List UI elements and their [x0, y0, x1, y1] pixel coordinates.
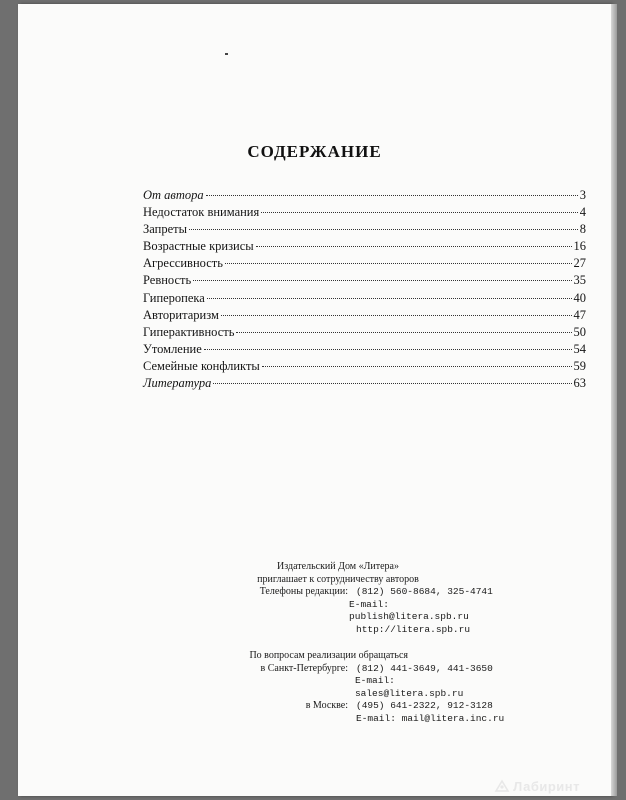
dot-leader	[225, 263, 572, 264]
editorial-phones-row	[168, 586, 508, 599]
dot-leader	[193, 280, 571, 281]
toc-entry-page: 63	[573, 376, 586, 391]
toc-entry[interactable]	[143, 256, 586, 273]
editorial-email[interactable]: E-mail: publish@litera.spb.ru	[349, 598, 469, 622]
sales-note: По вопросам реализации обращаться	[249, 650, 408, 661]
toc-entry-page: 47	[573, 307, 586, 322]
toc-entry-label: Гиперактивность	[143, 324, 235, 339]
spb-phones-row	[168, 663, 508, 676]
toc-entry-label: Недостаток внимания	[143, 205, 260, 220]
table-of-contents	[143, 188, 586, 393]
editorial-phones: (812) 560-8684, 325-4741	[356, 586, 493, 597]
toc-entry-page: 35	[573, 273, 586, 288]
toc-entry-label: Авторитаризм	[143, 307, 219, 322]
toc-entry[interactable]	[143, 205, 586, 222]
website-link[interactable]: http://litera.spb.ru	[356, 623, 471, 635]
moscow-phones: (495) 641-2322, 912-3128	[356, 700, 493, 711]
toc-entry-page: 40	[573, 290, 586, 305]
toc-entry-page: 27	[573, 256, 586, 271]
toc-entry-label: Утомление	[143, 341, 202, 356]
toc-entry-label: Литература	[143, 376, 212, 391]
editorial-email-row	[168, 599, 508, 624]
toc-entry[interactable]	[143, 308, 586, 325]
toc-entry[interactable]	[143, 239, 586, 256]
dot-leader	[206, 195, 578, 196]
publisher-name: Издательский Дом «Литера»	[277, 561, 399, 572]
dot-leader	[262, 366, 572, 367]
toc-entry-page: 8	[579, 222, 586, 237]
dot-leader	[213, 383, 571, 384]
publisher-imprint	[168, 560, 508, 725]
toc-entry-page: 50	[573, 324, 586, 339]
sales-note-row	[168, 650, 508, 663]
website-row	[168, 624, 508, 637]
spb-phones: (812) 441-3649, 441-3650	[356, 662, 493, 674]
moscow-email[interactable]: E-mail: mail@litera.inc.ru	[356, 712, 505, 724]
toc-entry-label: Агрессивность	[143, 256, 223, 271]
toc-entry-page: 3	[579, 188, 586, 202]
spb-email[interactable]: E-mail: sales@litera.spb.ru	[354, 675, 464, 699]
toc-entry[interactable]	[143, 188, 586, 205]
moscow-phones-row	[168, 700, 508, 713]
dot-leader	[221, 315, 572, 316]
spb-label: в Санкт-Петербурге:	[260, 662, 348, 674]
page-title: СОДЕРЖАНИЕ	[247, 142, 382, 161]
toc-entry-label: Возрастные кризисы	[143, 239, 254, 254]
spb-email-row	[168, 675, 508, 700]
dot-leader	[236, 332, 571, 333]
dot-leader	[256, 246, 572, 247]
watermark-text: Лабиринт	[513, 778, 580, 794]
toc-entry[interactable]	[143, 325, 586, 342]
dot-leader	[189, 229, 578, 230]
toc-entry-label: Гиперопека	[143, 290, 205, 305]
toc-entry[interactable]	[143, 222, 586, 239]
toc-entry[interactable]	[143, 359, 586, 376]
toc-entry-label: Ревность	[143, 273, 192, 288]
labirint-watermark	[494, 778, 580, 794]
book-page	[18, 4, 611, 796]
dot-leader	[261, 212, 578, 213]
moscow-label: в Москве:	[305, 700, 348, 711]
labirint-logo-icon	[494, 778, 510, 794]
dot-leader	[207, 298, 572, 299]
dot-leader	[204, 349, 572, 350]
toc-entry[interactable]	[143, 376, 586, 393]
toc-entry-page: 16	[573, 239, 586, 254]
toc-entry-label: От автора	[143, 188, 204, 202]
toc-entry[interactable]	[143, 291, 586, 308]
moscow-email-row	[168, 713, 508, 726]
toc-entry-page: 59	[573, 358, 586, 373]
toc-entry-label: Запреты	[143, 222, 187, 237]
toc-entry-label: Семейные конфликты	[143, 358, 260, 373]
print-speck	[225, 53, 228, 55]
editorial-label: Телефоны редакции:	[259, 586, 348, 597]
toc-entry[interactable]	[143, 342, 586, 359]
publisher-invite: приглашает к сотрудничеству авторов	[257, 574, 419, 585]
toc-entry[interactable]	[143, 273, 586, 290]
toc-entry-page: 54	[573, 341, 586, 356]
toc-entry-page: 4	[579, 205, 586, 220]
